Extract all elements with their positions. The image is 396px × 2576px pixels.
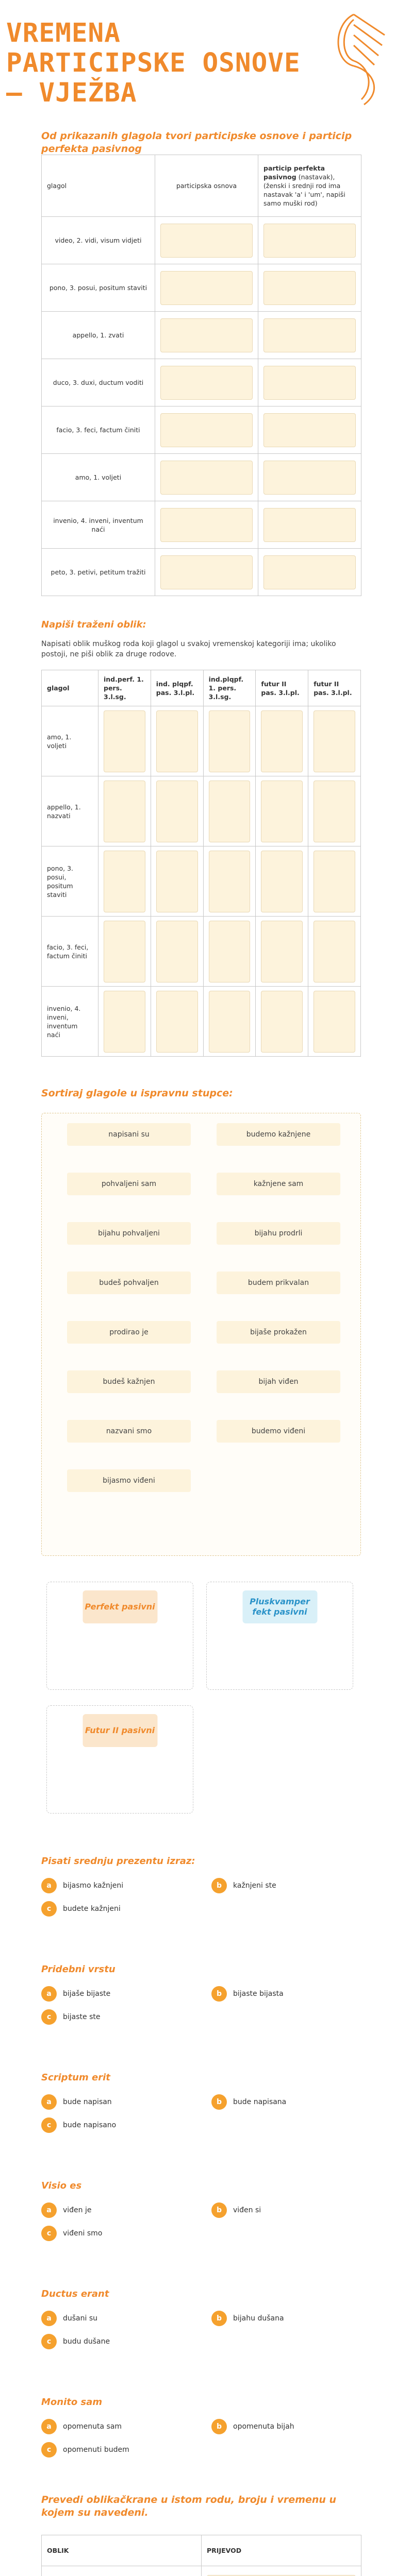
answer-input[interactable]: [160, 366, 253, 400]
answer-input[interactable]: [314, 851, 355, 912]
title-line-3: – VJEŽBA: [6, 78, 137, 108]
answer-input[interactable]: [160, 318, 253, 352]
answer-input[interactable]: [209, 710, 251, 772]
sec2-row-label: amo, 1. voljeti: [42, 706, 98, 776]
answer-input[interactable]: [104, 991, 145, 1053]
answer-option[interactable]: [211, 2419, 294, 2434]
q6-heading: Monito sam: [41, 2397, 103, 2408]
sec1-row-label: peto, 3. petivi, petitum tražiti: [42, 549, 155, 596]
answer-input[interactable]: [156, 851, 198, 912]
q3-heading: Scriptum erit: [41, 2072, 110, 2083]
option-text: viđeni smo: [63, 2229, 103, 2238]
option-text: bude napisana: [233, 2098, 287, 2106]
answer-input[interactable]: [209, 781, 251, 842]
drop-zone-label: Futur II pasivni: [82, 1714, 157, 1747]
sec1-row-label: duco, 3. duxi, ductum voditi: [42, 359, 155, 406]
answer-input[interactable]: [261, 991, 303, 1053]
option-letter: a: [41, 1878, 57, 1893]
answer-input[interactable]: [160, 555, 253, 589]
option-text: bude napisano: [63, 2121, 117, 2129]
answer-input[interactable]: [104, 710, 145, 772]
sec1-header-osnova: participska osnova: [155, 155, 258, 217]
answer-input[interactable]: [104, 851, 145, 912]
answer-option[interactable]: [41, 2094, 112, 2110]
option-text: bijasmo kažnjeni: [63, 1882, 124, 1890]
answer-input[interactable]: [263, 508, 356, 542]
q5-heading: Ductus erant: [41, 2289, 109, 2299]
drag-tag[interactable]: bijasmo viđeni: [67, 1469, 191, 1492]
sec1-row-label: invenio, 4. inveni, inventum naći: [42, 501, 155, 549]
answer-input[interactable]: [314, 710, 355, 772]
option-text: dušani su: [63, 2314, 98, 2323]
drag-tag[interactable]: prodirao je: [67, 1321, 191, 1344]
sec1-heading: Od prikazanih glagola tvori participske osnove i particip perfekta pasivnog: [41, 130, 352, 155]
answer-input[interactable]: [261, 851, 303, 912]
answer-option[interactable]: [41, 2419, 122, 2434]
option-text: opomenuta bijah: [233, 2422, 294, 2431]
page-title: [6, 18, 301, 108]
drag-tag[interactable]: bijah viđen: [217, 1370, 340, 1393]
sec5-header-translation: PRIJEVOD: [202, 2535, 361, 2566]
answer-input[interactable]: [104, 921, 145, 982]
sec2-table: [41, 670, 361, 1057]
sec2-header: futur II pas. 3.l.pl.: [256, 670, 308, 706]
answer-input[interactable]: [261, 710, 303, 772]
answer-input[interactable]: [156, 921, 198, 982]
option-letter: b: [211, 2311, 227, 2326]
sec2-row-label: invenio, 4. inveni, inventum naći: [42, 987, 98, 1057]
sec1-header-participle-title: particip perfekta pasivnog: [263, 164, 325, 181]
option-letter: c: [41, 2442, 57, 2458]
drag-tag[interactable]: budemo kažnjene: [217, 1123, 340, 1146]
answer-input[interactable]: [261, 921, 303, 982]
option-letter: b: [211, 2094, 227, 2110]
q5-options: [41, 2311, 361, 2346]
drop-zone-label: Pluskvamper fekt pasivni: [242, 1590, 317, 1623]
sec1-row-label: pono, 3. posui, positum staviti: [42, 264, 155, 312]
sec2-header: ind. plqpf. pas. 3.l.pl.: [151, 670, 203, 706]
sec1-header-glagol: glagol: [42, 155, 155, 217]
sec1-row-label: facio, 3. feci, factum činiti: [42, 406, 155, 454]
answer-input[interactable]: [160, 461, 253, 495]
answer-input[interactable]: [263, 366, 356, 400]
tags-left-column: [67, 1123, 191, 1492]
sec5-table: [41, 2535, 361, 2576]
sec2-row-label: facio, 3. feci, factum činiti: [42, 917, 98, 987]
option-letter: c: [41, 2009, 57, 2025]
sec1-row-label: video, 2. vidi, visum vidjeti: [42, 217, 155, 264]
drag-tag[interactable]: budeš kažnjen: [67, 1370, 191, 1393]
answer-input[interactable]: [263, 461, 356, 495]
option-text: opomenuti budem: [63, 2446, 129, 2454]
option-text: viđen je: [63, 2206, 92, 2214]
option-text: budete kažnjeni: [63, 1905, 121, 1913]
option-letter: a: [41, 2311, 57, 2326]
sec3-heading: Sortiraj glagole u ispravnu stupce:: [41, 1088, 233, 1099]
option-letter: b: [211, 2202, 227, 2218]
answer-input[interactable]: [263, 224, 356, 258]
sec2-header: ind.plqpf. 1. pers. 3.l.sg.: [203, 670, 256, 706]
answer-input[interactable]: [314, 991, 355, 1053]
answer-option[interactable]: [41, 1878, 123, 1893]
q6-options: [41, 2419, 361, 2454]
sec1-row-label: appello, 1. zvati: [42, 312, 155, 359]
q4-heading: Visio es: [41, 2180, 82, 2191]
answer-input[interactable]: [160, 508, 253, 542]
option-letter: a: [41, 1986, 57, 2002]
answer-option[interactable]: [211, 1986, 284, 2002]
option-text: bijaste bijasta: [233, 1990, 284, 1998]
drop-zone-perfekt[interactable]: [46, 1582, 193, 1690]
sec2-row-label: appello, 1. nazvati: [42, 776, 98, 846]
q1-heading: Pisati srednju prezentu izraz:: [41, 1856, 195, 1867]
drag-tag[interactable]: napisani su: [67, 1123, 191, 1146]
sec5-header-form: OBLIK: [42, 2535, 202, 2566]
option-letter: c: [41, 2117, 57, 2133]
sec1-header-participle-note: (nastavak), (ženski i srednji rod ima nastavak 'a' i 'um', napiši samo muški rod): [263, 173, 345, 207]
option-text: viđen si: [233, 2206, 261, 2214]
answer-input[interactable]: [263, 413, 356, 447]
sec1-header-participle: [258, 155, 361, 217]
drag-tag[interactable]: budemo viđeni: [217, 1420, 340, 1443]
answer-input[interactable]: [104, 781, 145, 842]
answer-option[interactable]: [41, 1901, 121, 1917]
drag-tag[interactable]: pohvaljeni sam: [67, 1173, 191, 1195]
q1-options: [41, 1878, 361, 1913]
answer-option[interactable]: [41, 2009, 101, 2025]
option-letter: c: [41, 2226, 57, 2241]
option-letter: b: [211, 2419, 227, 2434]
option-text: bijahu dušana: [233, 2314, 284, 2323]
answer-input[interactable]: [156, 710, 198, 772]
answer-option[interactable]: [41, 1986, 110, 2002]
drop-zone-pluskvamperfekt[interactable]: [206, 1582, 353, 1690]
answer-input[interactable]: [156, 991, 198, 1053]
sec1-table: [41, 155, 361, 596]
option-letter: c: [41, 2334, 57, 2349]
answer-input[interactable]: [156, 781, 198, 842]
option-text: bude napisan: [63, 2098, 112, 2106]
answer-option[interactable]: [211, 2094, 286, 2110]
q3-options: [41, 2094, 361, 2129]
answer-input[interactable]: [263, 271, 356, 305]
option-letter: b: [211, 1986, 227, 2002]
drag-tag[interactable]: kažnjene sam: [217, 1173, 340, 1195]
option-text: bijaše bijaste: [63, 1990, 111, 1998]
drag-tag[interactable]: budeš pohvaljen: [67, 1272, 191, 1294]
sec5-heading: Prevedi oblikačkrane u istom rodu, broju i vremenu u kojem su navedeni.: [41, 2494, 337, 2518]
answer-input[interactable]: [261, 781, 303, 842]
option-letter: a: [41, 2094, 57, 2110]
drag-tag[interactable]: budem prikvalan: [217, 1272, 340, 1294]
option-letter: a: [41, 2202, 57, 2218]
answer-option[interactable]: [41, 2311, 97, 2326]
sec2-header: glagol: [42, 670, 98, 706]
drag-tag[interactable]: bijahu pohvaljeni: [67, 1222, 191, 1245]
title-line-1: VREMENA: [6, 18, 121, 48]
answer-input[interactable]: [314, 921, 355, 982]
drag-tag[interactable]: bijaše prokažen: [217, 1321, 340, 1344]
answer-input[interactable]: [160, 413, 253, 447]
answer-input[interactable]: [263, 318, 356, 352]
answer-input[interactable]: [209, 921, 251, 982]
option-letter: c: [41, 1901, 57, 1917]
sec2-header: futur II pas. 3.l.pl.: [308, 670, 361, 706]
sec2-heading: Napiši traženi oblik:: [41, 619, 146, 630]
answer-option[interactable]: [211, 2202, 261, 2218]
q2-options: [41, 1986, 361, 2021]
spiral-logo-icon: [312, 4, 395, 112]
answer-option[interactable]: [41, 2202, 92, 2218]
q4-options: [41, 2202, 361, 2238]
option-text: bijaste ste: [63, 2013, 101, 2021]
answer-option[interactable]: [41, 2226, 102, 2241]
answer-input[interactable]: [160, 224, 253, 258]
answer-input[interactable]: [160, 271, 253, 305]
sec2-header: ind.perf. 1. pers. 3.l.sg.: [98, 670, 151, 706]
answer-option[interactable]: [41, 2117, 116, 2133]
sec1-row-label: amo, 1. voljeti: [42, 454, 155, 501]
option-text: budu dušane: [63, 2337, 110, 2346]
drop-zone-futur[interactable]: [46, 1705, 193, 1814]
answer-input[interactable]: [263, 555, 356, 589]
answer-input[interactable]: [209, 851, 251, 912]
option-text: kažnjeni ste: [233, 1882, 276, 1890]
q2-heading: Pridebni vrstu: [41, 1964, 116, 1975]
answer-option[interactable]: [41, 2442, 129, 2458]
sec2-row-label: pono, 3. posui, positum staviti: [42, 846, 98, 917]
drag-tag[interactable]: bijahu prodrli: [217, 1222, 340, 1245]
answer-option[interactable]: [41, 2334, 110, 2349]
title-line-2: PARTICIPSKE OSNOVE: [6, 48, 301, 78]
option-text: opomenuta sam: [63, 2422, 122, 2431]
option-letter: a: [41, 2419, 57, 2434]
answer-input[interactable]: [209, 991, 251, 1053]
tags-right-column: [217, 1123, 340, 1443]
answer-input[interactable]: [314, 781, 355, 842]
sec5-row-form: [42, 2566, 202, 2576]
drop-zone-label: Perfekt pasivni: [82, 1590, 157, 1623]
option-letter: b: [211, 1878, 227, 1893]
sec2-instruction: Napisati oblik muškog roda koji glagol u svakoj vremenskoj kategoriji ima; ukoliko postoji, ne piši oblik za druge rodove.: [41, 640, 336, 658]
answer-option[interactable]: [211, 1878, 276, 1893]
answer-option[interactable]: [211, 2311, 284, 2326]
drag-tag[interactable]: nazvani smo: [67, 1420, 191, 1443]
